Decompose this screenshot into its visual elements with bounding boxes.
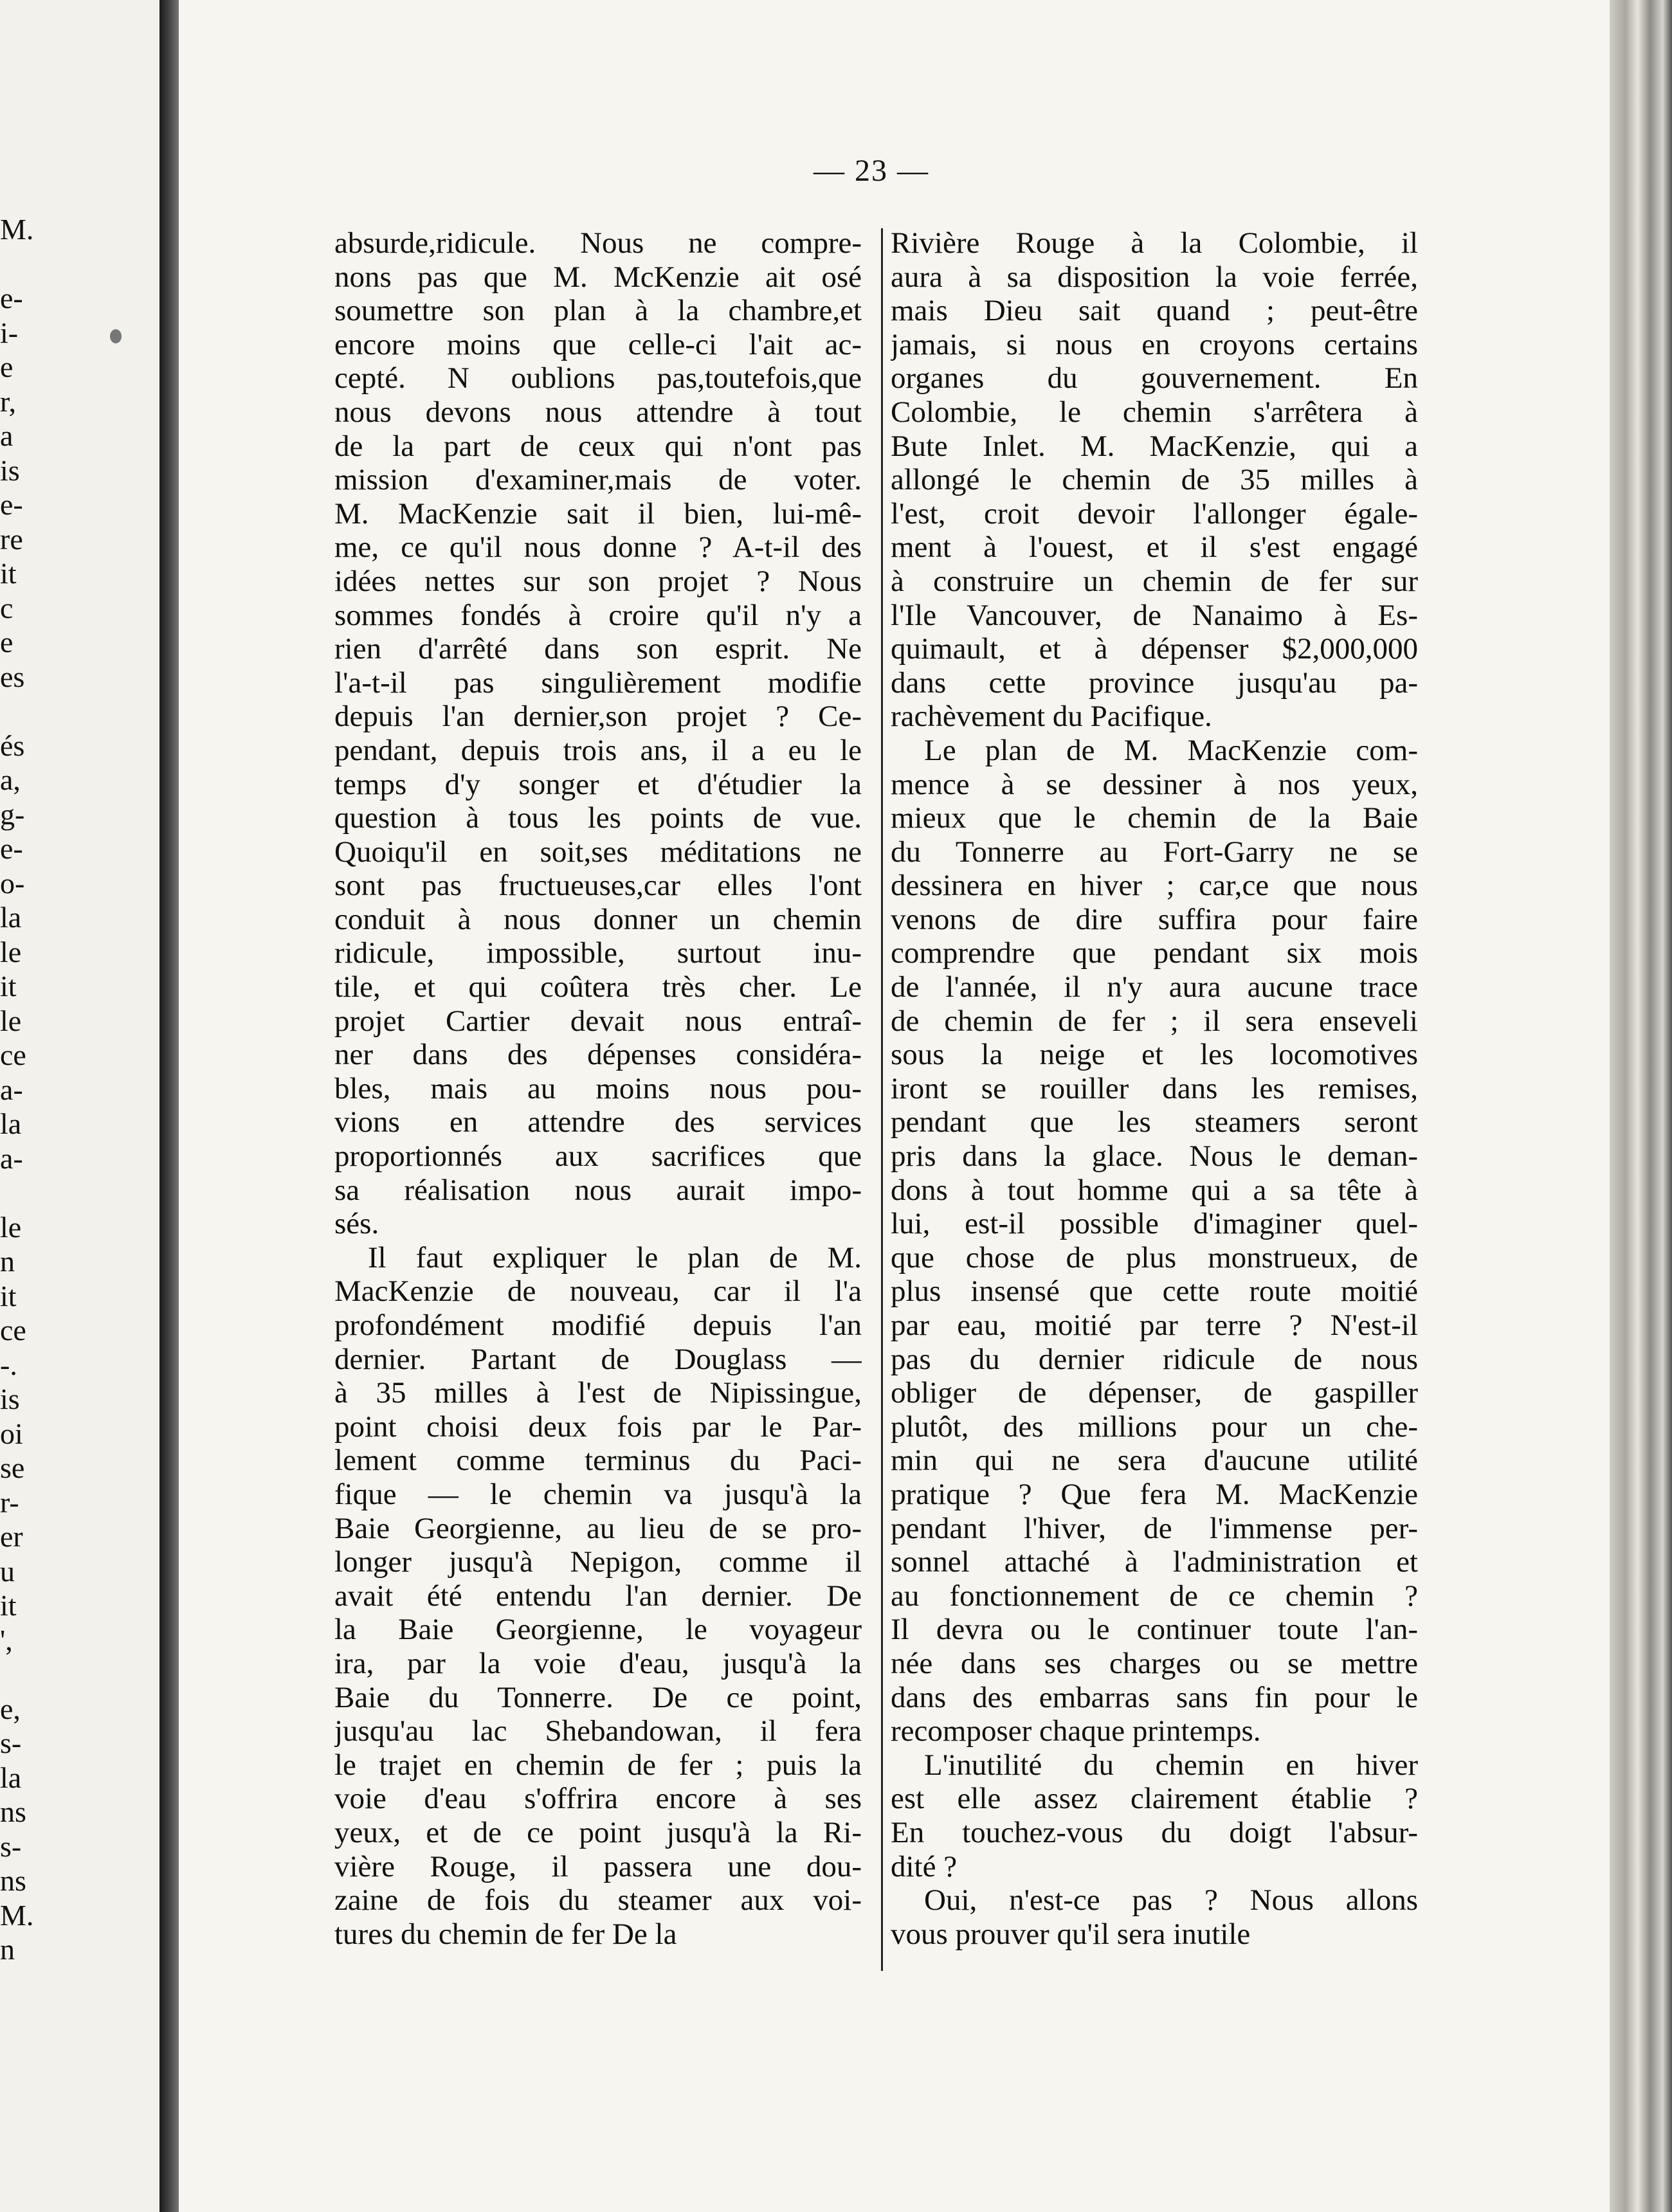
text-line: obliger de dépenser, de gaspiller	[891, 1376, 1418, 1410]
text-line: dessinera en hiver ; car,ce que nous	[891, 869, 1418, 903]
text-line: absurde,ridicule. Nous ne compre-	[334, 226, 862, 260]
text-line: Colombie, le chemin s'arrêtera à	[891, 395, 1418, 429]
facing-page-fragment: -.	[0, 1348, 17, 1381]
text-line: jusqu'au lac Shebandowan, il fera	[334, 1714, 862, 1748]
facing-page-fragment: ce	[0, 1038, 26, 1071]
text-line: de l'année, il n'y aura aucune trace	[891, 970, 1418, 1004]
text-line: vions en attendre des services	[334, 1105, 862, 1139]
text-line: iront se rouiller dans les remises,	[891, 1071, 1418, 1105]
facing-page-fragment: o-	[0, 866, 25, 900]
facing-page-fragment: s-	[0, 1829, 22, 1863]
text-line: Baie du Tonnerre. De ce point,	[334, 1680, 862, 1714]
text-line: mieux que le chemin de la Baie	[891, 801, 1418, 835]
text-line: pendant que les steamers seront	[891, 1105, 1418, 1139]
text-line: mais Dieu sait quand ; peut-être	[891, 294, 1418, 328]
facing-page-fragment: er	[0, 1520, 23, 1553]
facing-page-fragment: i-	[0, 316, 19, 349]
facing-page-fragment: le	[0, 1004, 22, 1037]
text-line: zaine de fois du steamer aux voi-	[334, 1883, 862, 1917]
text-line: vous prouver qu'il sera inutile	[891, 1917, 1251, 1951]
text-line: bles, mais au moins nous pou-	[334, 1071, 862, 1105]
text-line: point choisi deux fois par le Par-	[334, 1410, 862, 1444]
facing-page-fragment	[0, 1657, 39, 1692]
text-line: Rivière Rouge à la Colombie, il	[891, 226, 1418, 260]
text-line: idées nettes sur son projet ? Nous	[334, 564, 862, 598]
facing-page-fragment	[0, 694, 39, 729]
facing-page-fragment: it	[0, 1279, 17, 1312]
text-line: dans cette province jusqu'au pa-	[891, 666, 1418, 700]
text-line: me, ce qu'il nous donne ? A-t-il des	[334, 530, 862, 565]
facing-page-fragment: M.	[0, 1898, 34, 1932]
facing-page-fragment: e,	[0, 1692, 21, 1725]
text-line: dernier. Partant de Douglass —	[334, 1342, 862, 1376]
facing-page-fragment	[0, 247, 39, 282]
text-line: nous devons nous attendre à tout	[334, 395, 862, 429]
text-line: l'a-t-il pas singulièrement modifie	[334, 666, 862, 700]
paragraph	[891, 1748, 1418, 1883]
text-line: avait été entendu l'an dernier. De	[334, 1579, 862, 1613]
text-line: pas du dernier ridicule de nous	[891, 1342, 1418, 1376]
facing-page-fragment: la	[0, 1761, 22, 1794]
facing-page-fragment	[0, 1175, 39, 1210]
facing-page-fragment: u	[0, 1554, 15, 1588]
text-line: sont pas fructueuses,car elles l'ont	[334, 869, 862, 903]
facing-page-fragment: s-	[0, 1727, 22, 1759]
paragraph	[334, 226, 862, 1241]
text-line: longer jusqu'à Nepigon, comme il	[334, 1545, 862, 1579]
text-line: depuis l'an dernier,son projet ? Ce-	[334, 700, 862, 734]
facing-page-fragment: is	[0, 453, 20, 487]
facing-page-fragment: e-	[0, 832, 23, 865]
text-line: pris dans la glace. Nous le deman-	[891, 1139, 1418, 1174]
text-line: aura à sa disposition la voie ferrée,	[891, 260, 1418, 294]
facing-page-fragment: it	[0, 970, 17, 1002]
text-line: sous la neige et les locomotives	[891, 1038, 1418, 1072]
text-line: le trajet en chemin de fer ; puis la	[334, 1748, 862, 1782]
text-line: Bute Inlet. M. MacKenzie, qui a	[891, 429, 1418, 463]
text-line: cepté. N oublions pas,toutefois,que	[334, 361, 862, 395]
text-line: Baie Georgienne, au lieu de se pro-	[334, 1511, 862, 1545]
text-line: profondément modifié depuis l'an	[334, 1309, 862, 1342]
facing-page-fragment: e-	[0, 488, 23, 521]
text-column-left	[334, 226, 862, 1951]
text-line: temps d'y songer et d'étudier la	[334, 767, 862, 801]
text-line: allongé le chemin de 35 milles à	[891, 463, 1418, 497]
facing-page-fragment: ',	[0, 1623, 13, 1656]
text-line: pendant, depuis trois ans, il a eu le	[334, 733, 862, 767]
paragraph	[891, 1883, 1418, 1951]
facing-page-fragment: n	[0, 1245, 15, 1278]
text-line: proportionnés aux sacrifices que	[334, 1139, 862, 1174]
text-line: par eau, moitié par terre ? N'est-il	[891, 1309, 1418, 1342]
text-line: Il faut expliquer le plan de M.	[368, 1240, 862, 1274]
text-line: yeux, et de ce point jusqu'à la Ri-	[334, 1815, 862, 1849]
text-line: dans des embarras sans fin pour le	[891, 1680, 1418, 1714]
text-line: Oui, n'est-ce pas ? Nous allons	[924, 1883, 1418, 1917]
text-line: venons de dire suffira pour faire	[891, 902, 1418, 936]
facing-page-fragment: M.	[0, 213, 34, 246]
text-line: sa réalisation nous aurait impo-	[334, 1173, 862, 1207]
facing-page-fragment: es	[0, 660, 25, 693]
text-line: née dans ses charges ou se mettre	[891, 1646, 1418, 1680]
text-line: plutôt, des millions pour un che-	[891, 1410, 1418, 1444]
text-line: ira, par la voie d'eau, jusqu'à la	[334, 1646, 862, 1680]
facing-page-fragment: a-	[0, 1141, 23, 1175]
book-gutter	[159, 0, 179, 2212]
text-line: à 35 milles à l'est de Nipissingue,	[334, 1376, 862, 1410]
text-line: quimault, et à dépenser $2,000,000	[891, 632, 1418, 666]
text-line: vière Rouge, il passera une dou-	[334, 1849, 862, 1883]
facing-page-fragment: ce	[0, 1314, 26, 1346]
facing-page-fragment: se	[0, 1451, 25, 1484]
text-line: min qui ne sera d'aucune utilité	[891, 1444, 1418, 1478]
text-column-right	[891, 226, 1418, 1951]
paragraph	[334, 1241, 862, 1951]
facing-page-fragment: c	[0, 591, 14, 624]
text-line: de la part de ceux qui n'ont pas	[334, 429, 862, 463]
text-line: jamais, si nous en croyons certains	[891, 327, 1418, 361]
text-line: rien d'arrêté dans son esprit. Ne	[334, 632, 862, 666]
facing-page-fragment: it	[0, 557, 17, 590]
facing-page-fragment: a	[0, 419, 14, 452]
text-line: question à tous les points de vue.	[334, 801, 862, 835]
text-line: l'Ile Vancouver, de Nanaimo à Es-	[891, 598, 1418, 632]
text-line: que chose de plus monstrueux, de	[891, 1240, 1418, 1274]
text-line: tures du chemin de fer De la	[334, 1917, 677, 1951]
text-line: sés.	[334, 1207, 379, 1241]
facing-page-fragment: és	[0, 729, 25, 762]
facing-page-fragment: r,	[0, 385, 16, 418]
facing-page-fragment: e	[0, 350, 14, 383]
text-line: MacKenzie de nouveau, car il l'a	[334, 1274, 862, 1309]
text-line: lement comme terminus du Paci-	[334, 1444, 862, 1478]
text-line: soumettre son plan à la chambre,et	[334, 294, 862, 328]
text-line: mence à se dessiner à nos yeux,	[891, 767, 1418, 801]
text-line: voie d'eau s'offrira encore à ses	[334, 1782, 862, 1816]
text-line: organes du gouvernement. En	[891, 361, 1418, 395]
text-line: fique — le chemin va jusqu'à la	[334, 1477, 862, 1511]
text-line: ment à l'ouest, et il s'est engagé	[891, 530, 1418, 565]
facing-page-fragment: ns	[0, 1864, 26, 1897]
text-line: dité ?	[891, 1849, 958, 1883]
facing-page-fragment: g-	[0, 797, 25, 831]
facing-page-fragment: n	[0, 1933, 15, 1966]
text-line: encore moins que celle-ci l'ait ac-	[334, 327, 862, 361]
text-line: sonnel attaché à l'administration et	[891, 1545, 1418, 1579]
facing-page-fragment: le	[0, 935, 22, 968]
text-line: conduit à nous donner un chemin	[334, 902, 862, 936]
column-divider	[881, 228, 883, 1971]
text-line: au fonctionnement de ce chemin ?	[891, 1579, 1418, 1613]
facing-page-fragment: is	[0, 1382, 20, 1415]
text-line: est elle assez clairement établie ?	[891, 1782, 1418, 1816]
facing-page-fragment: oi	[0, 1417, 23, 1450]
text-line: à construire un chemin de fer sur	[891, 564, 1418, 598]
text-line: Le plan de M. MacKenzie com-	[924, 733, 1418, 767]
paragraph	[891, 734, 1418, 1748]
facing-page-fragment: a,	[0, 763, 21, 796]
text-line: pendant l'hiver, de l'immense per-	[891, 1511, 1418, 1545]
text-line: projet Cartier devait nous entraî-	[334, 1004, 862, 1038]
text-line: lui, est-il possible d'imaginer quel-	[891, 1207, 1418, 1241]
facing-page-fragment: ns	[0, 1795, 26, 1828]
facing-page-fragment: la	[0, 901, 22, 934]
text-line: nons pas que M. McKenzie ait osé	[334, 260, 862, 294]
text-line: la Baie Georgienne, le voyageur	[334, 1613, 862, 1647]
page-number: — 23 —	[813, 154, 929, 188]
page-edges	[1610, 0, 1672, 2212]
facing-page-fragment: e	[0, 626, 14, 658]
facing-page-fragment: it	[0, 1589, 17, 1622]
facing-page-fragment: r-	[0, 1485, 19, 1519]
text-line: plus insensé que cette route moitié	[891, 1274, 1418, 1309]
paragraph	[891, 226, 1418, 734]
text-line: de chemin de fer ; il sera enseveli	[891, 1004, 1418, 1038]
facing-page-fragment: la	[0, 1107, 22, 1140]
text-line: recomposer chaque printemps.	[891, 1714, 1261, 1748]
text-line: pratique ? Que fera M. MacKenzie	[891, 1477, 1418, 1511]
facing-page-fragment: re	[0, 522, 23, 556]
text-line: du Tonnerre au Fort-Garry ne se	[891, 835, 1418, 869]
facing-page-fragment: a-	[0, 1073, 23, 1106]
text-line: Quoiqu'il en soit,ses méditations ne	[334, 835, 862, 869]
text-line: l'est, croit devoir l'allonger égale-	[891, 496, 1418, 530]
facing-page-margin	[0, 0, 159, 2212]
text-line: En touchez-vous du doigt l'absur-	[891, 1815, 1418, 1849]
text-line: mission d'examiner,mais de voter.	[334, 463, 862, 497]
facing-page-fragment: le	[0, 1210, 22, 1244]
text-line: tile, et qui coûtera très cher. Le	[334, 970, 862, 1004]
text-line: L'inutilité du chemin en hiver	[924, 1748, 1418, 1782]
text-line: comprendre que pendant six mois	[891, 936, 1418, 970]
text-line: dons à tout homme qui a sa tête à	[891, 1173, 1418, 1207]
text-line: rachèvement du Pacifique.	[891, 700, 1212, 734]
facing-page-text-fragments	[0, 212, 39, 1967]
text-line: sommes fondés à croire qu'il n'y a	[334, 598, 862, 632]
text-line: ner dans des dépenses considéra-	[334, 1038, 862, 1072]
ink-speck	[110, 329, 122, 343]
facing-page-fragment: e-	[0, 282, 23, 314]
text-line: M. MacKenzie sait il bien, lui-mê-	[334, 496, 862, 530]
text-line: ridicule, impossible, surtout inu-	[334, 936, 862, 970]
text-line: Il devra ou le continuer toute l'an-	[891, 1613, 1418, 1647]
